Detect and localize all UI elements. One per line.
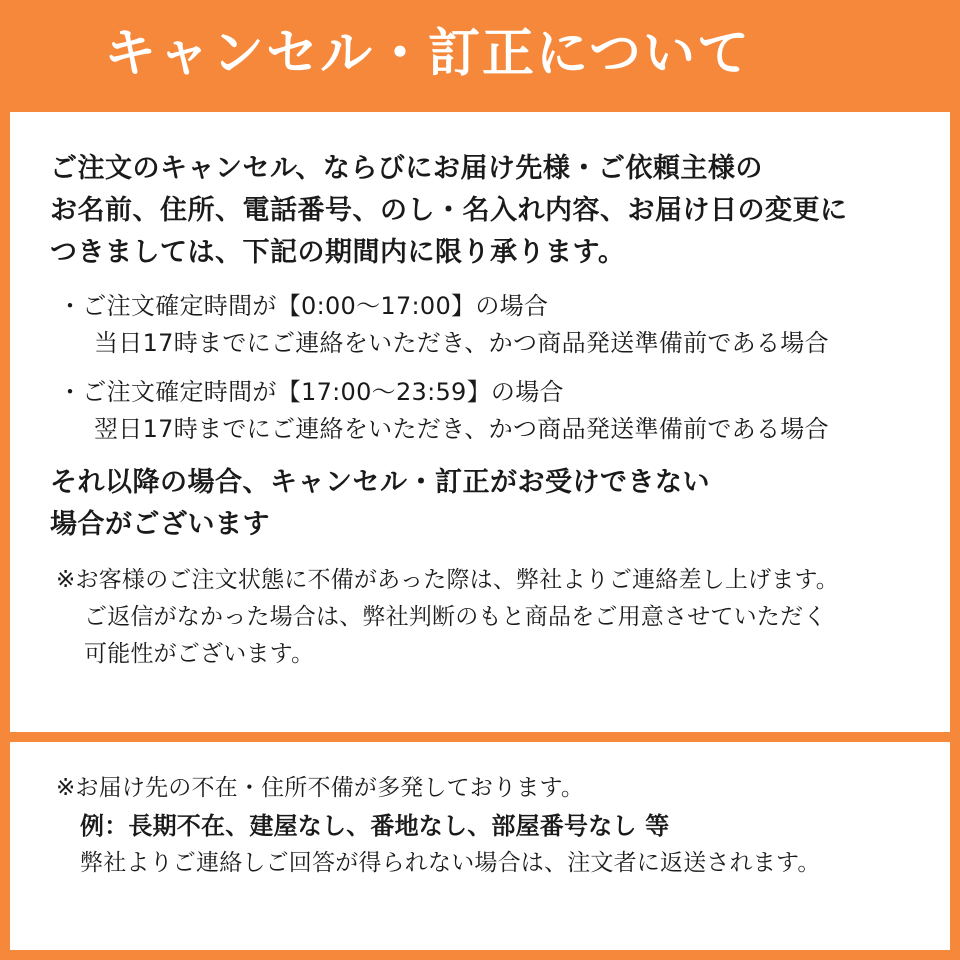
emphasis-line-2: 場合がございます bbox=[50, 509, 270, 541]
bottom-line-1: ※お届け先の不在・住所不備が多発しております。 bbox=[56, 775, 585, 801]
note-line-2: ご返信がなかった場合は、弊社判断のもと商品をご用意させていただく bbox=[84, 604, 827, 631]
emphasis-paragraph bbox=[50, 462, 910, 546]
condition-2-title: ・ご注文確定時間が【17:00〜23:59】の場合 bbox=[58, 377, 564, 406]
lead-line-3: つきましては、下記の期間内に限り承ります。 bbox=[50, 236, 626, 268]
emphasis-line-1: それ以降の場合、キャンセル・訂正がお受けできない bbox=[50, 467, 710, 499]
condition-item-1 bbox=[50, 288, 910, 362]
condition-item-2 bbox=[50, 374, 910, 448]
bottom-line-2: 例：長期不在、建屋なし、番地なし、部屋番号なし 等 bbox=[80, 811, 670, 840]
page-header bbox=[0, 0, 960, 108]
bottom-line-3: 弊社よりご連絡しご回答が得られない場合は、注文者に返送されます。 bbox=[80, 850, 821, 877]
bottom-panel bbox=[10, 742, 950, 950]
page-title: キャンセル・訂正について bbox=[104, 24, 751, 84]
condition-2-detail: 翌日17時までにご連絡をいただき、かつ商品発送準備前である場合 bbox=[94, 415, 829, 444]
lead-line-1: ご注文のキャンセル、ならびにお届け先様・ご依頼主様の bbox=[50, 153, 763, 184]
note-line-3: 可能性がございます。 bbox=[84, 641, 315, 668]
note-line-1: ※お客様のご注文状態に不備があった際は、弊社よりご連絡差し上げます。 bbox=[56, 566, 840, 593]
condition-1-detail: 当日17時までにご連絡をいただき、かつ商品発送準備前である場合 bbox=[94, 328, 829, 357]
main-panel bbox=[10, 112, 950, 732]
lead-line-2: お名前、住所、電話番号、のし・名入れ内容、お届け日の変更に bbox=[50, 194, 848, 226]
lead-paragraph bbox=[50, 148, 910, 274]
condition-1-title: ・ご注文確定時間が【0:00〜17:00】の場合 bbox=[58, 291, 549, 320]
